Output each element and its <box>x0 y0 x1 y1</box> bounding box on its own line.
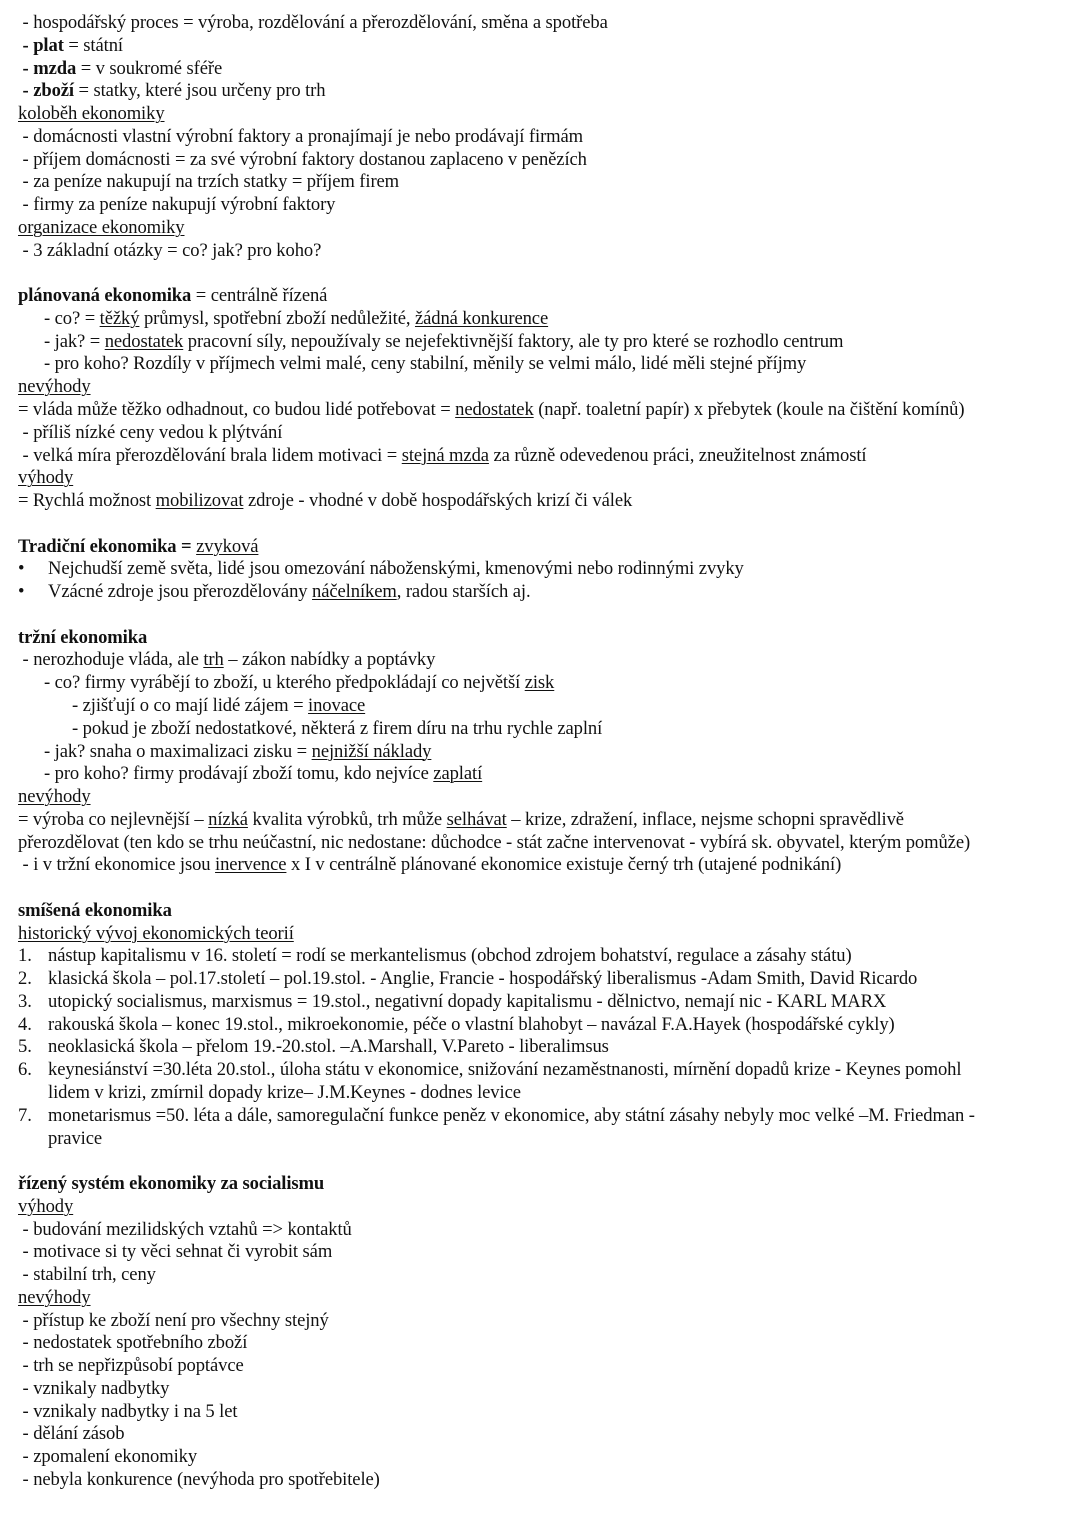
item-text: rakouská škola – konec 19.stol., mikroekonomie, péče o vlastní blahobyt – navázal F.A.Hayek (hospodářské cykly) <box>48 1013 895 1035</box>
numbered-item <box>18 991 1068 1014</box>
list-item-continuation: přerozdělovat (ten kdo se trhu neúčastní, nic nedostane: důchodce - stát začne intervenovat - vybírá sk. obyvatel, kterým pomůže) <box>18 831 971 853</box>
section-heading <box>18 467 1068 490</box>
title-text: plánovaná ekonomika <box>18 285 192 307</box>
text: - pro koho? firmy prodávají zboží tomu, kdo nejvíce <box>44 763 434 785</box>
item-text: monetarismus =50. léta a dále, samoregulační funkce peněz v ekonomice, aby státní zásahy nebyly moc velké –M. Friedman - <box>48 1104 975 1126</box>
title-text: smíšená ekonomika <box>18 899 172 921</box>
underlined-text: nedostatek <box>104 330 184 352</box>
term: - plat <box>18 34 64 56</box>
definition-mzda <box>18 58 1068 81</box>
text: = Rychlá možnost <box>18 490 156 512</box>
text: – krize, zdražení, inflace, nejsme schopni spravědlivě <box>506 808 904 830</box>
underlined-text: inervence <box>215 854 287 876</box>
text: - co? firmy vyrábějí to zboží, u kterého předpokládají co největší <box>44 672 525 694</box>
numbered-item <box>18 1036 1068 1059</box>
underlined-text: stejná mzda <box>401 444 489 466</box>
item-text: utopický socialismus, marxismus = 19.stol., negativní dopady kapitalismu - dělnictvo, nemají nic - KARL MARX <box>48 990 887 1012</box>
heading-text: výhody <box>18 467 74 489</box>
text: = výroba co nejlevnější – <box>18 808 209 830</box>
text: = vláda může těžko odhadnout, co budou lidé potřebovat = <box>18 399 456 421</box>
document <box>18 12 1068 1492</box>
term: - zboží <box>18 80 74 102</box>
heading-text: nevýhody <box>18 786 91 808</box>
list-item: - vznikaly nadbytky i na 5 let <box>18 1400 238 1422</box>
item-number: 6. <box>18 1059 32 1081</box>
list-item: - pro koho? Rozdíly v příjmech velmi malé, ceny stabilní, měnily se velmi málo, lidé měli stejné příjmy <box>44 353 807 375</box>
text: zdroje - vhodné v době hospodářských krizí či válek <box>243 490 633 512</box>
text: - jak? = <box>44 330 105 352</box>
list-item: - firmy za peníze nakupují výrobní faktory <box>18 194 336 216</box>
underlined-text: nejnižší náklady <box>311 740 432 762</box>
section-title <box>18 900 1068 923</box>
underlined-text: zvyková <box>196 535 259 557</box>
text: - nerozhoduje vláda, ale <box>18 649 204 671</box>
heading-text: výhody <box>18 1195 74 1217</box>
numbered-item <box>18 945 1068 968</box>
text: kvalita výrobků, trh může <box>247 808 447 830</box>
list-item <box>18 308 1068 331</box>
section-heading <box>18 1196 1068 1219</box>
numbered-item <box>18 1059 1068 1082</box>
list-item: - 3 základní otázky = co? jak? pro koho? <box>18 239 322 261</box>
section-heading <box>18 103 1068 126</box>
list-item <box>18 331 1068 354</box>
item-number: 2. <box>18 968 32 990</box>
heading-text: nevýhody <box>18 1286 91 1308</box>
item-text: klasická škola – pol.17.století – pol.19.stol. - Anglie, Francie - hospodářský liberalismus -Adam Smith, David Ricardo <box>48 968 918 990</box>
item-text: neoklasická škola – přelom 19.-20.stol. –A.Marshall, V.Pareto - liberalimsus <box>48 1036 609 1058</box>
list-item <box>18 809 1068 832</box>
underlined-text: nízká <box>208 808 248 830</box>
bullet-item <box>18 581 1068 604</box>
list-item <box>18 695 1068 718</box>
text: , radou starších aj. <box>396 581 531 603</box>
list-item <box>18 445 1068 468</box>
heading-text: koloběh ekonomiky <box>18 103 165 125</box>
text: - velká míra přerozdělování brala lidem motivaci = <box>18 444 402 466</box>
list-item: - příjem domácnosti = za své výrobní faktory dostanou zaplaceno v penězích <box>18 148 587 170</box>
section-heading <box>18 923 1068 946</box>
underlined-text: nedostatek <box>455 399 534 421</box>
definition-zbozi <box>18 80 1068 103</box>
text: Vzácné zdroje jsou přerozdělovány <box>48 581 313 603</box>
numbered-item <box>18 968 1068 991</box>
section-heading <box>18 1287 1068 1310</box>
underlined-text: žádná konkurence <box>414 307 549 329</box>
heading-text: nevýhody <box>18 376 91 398</box>
item-number: 5. <box>18 1036 32 1058</box>
text: za různě odevedenou práci, zneužitelnost známostí <box>488 444 867 466</box>
text: Nejchudší země světa, lidé jsou omezování náboženskými, kmenovými nebo rodinnými zvyky <box>48 558 744 580</box>
list-item: - stabilní trh, ceny <box>18 1264 156 1286</box>
definition: = státní <box>63 34 123 56</box>
definition: = statky, které jsou určeny pro trh <box>74 80 326 102</box>
list-item: - dělání zásob <box>18 1423 125 1445</box>
text: x I v centrálně plánované ekonomice existuje černý trh (utajené podnikání) <box>286 854 842 876</box>
item-number: 1. <box>18 945 32 967</box>
list-item <box>18 490 1068 513</box>
section-heading <box>18 786 1068 809</box>
list-item: - nedostatek spotřebního zboží <box>18 1332 248 1354</box>
item-text: nástup kapitalismu v 16. století = rodí se merkantelismus (obchod zdrojem bohatství, regulace a zásahy státu) <box>48 945 852 967</box>
list-item: - budování mezilidských vztahů => kontaktů <box>18 1218 352 1240</box>
list-item <box>18 741 1068 764</box>
bullet-icon: • <box>18 581 25 603</box>
underlined-text: selhávat <box>446 808 507 830</box>
definition-plat <box>18 35 1068 58</box>
heading-text: historický vývoj ekonomických teorií <box>18 922 294 944</box>
underlined-text: těžký <box>99 307 140 329</box>
section-title <box>18 1173 1068 1196</box>
text: průmysl, spotřební zboží nedůležité, <box>139 307 415 329</box>
text: - zjišťují o co mají lidé zájem = <box>72 694 309 716</box>
definition: = v soukromé sféře <box>76 57 223 79</box>
numbered-item <box>18 1014 1068 1037</box>
numbered-item-continuation: lidem v krizi, zmírnil dopady krize– J.M.Keynes - dodnes levice <box>48 1081 521 1103</box>
underlined-text: mobilizovat <box>155 490 244 512</box>
underlined-text: zaplatí <box>433 763 483 785</box>
list-item: - příliš nízké ceny vedou k plýtvání <box>18 421 283 443</box>
list-item: - vznikaly nadbytky <box>18 1377 170 1399</box>
item-number: 4. <box>18 1013 32 1035</box>
list-item: - nebyla konkurence (nevýhoda pro spotřebitele) <box>18 1469 380 1490</box>
item-number: 7. <box>18 1104 32 1126</box>
numbered-item-continuation: pravice <box>48 1127 103 1149</box>
list-item: - domácnosti vlastní výrobní faktory a pronajímají je nebo prodávají firmám <box>18 125 584 147</box>
section-title <box>18 536 1068 559</box>
list-item <box>18 672 1068 695</box>
title-rest: = centrálně řízená <box>191 285 328 307</box>
list-item <box>18 763 1068 786</box>
text: - i v tržní ekonomice jsou <box>18 854 216 876</box>
section-heading <box>18 217 1068 240</box>
section-heading <box>18 376 1068 399</box>
list-item <box>18 854 1068 877</box>
underlined-text: náčelníkem <box>312 581 397 603</box>
title-text: řízený systém ekonomiky za socialismu <box>18 1173 325 1195</box>
list-item: - za peníze nakupují na trzích statky = příjem firem <box>18 171 400 193</box>
title-text: tržní ekonomika <box>18 626 148 648</box>
list-item: - přístup ke zboží není pro všechny stejný <box>18 1309 329 1331</box>
list-item: - motivace si ty věci sehnat či vyrobit sám <box>18 1241 333 1263</box>
text: (např. toaletní papír) x přebytek (koule na čištění komínů) <box>533 399 965 421</box>
text: – zákon nabídky a poptávky <box>223 649 436 671</box>
bullet-item <box>18 558 1068 581</box>
section-title <box>18 627 1068 650</box>
underlined-text: inovace <box>308 694 366 716</box>
section-title <box>18 285 1068 308</box>
text: - co? = <box>44 307 100 329</box>
title-text: Tradiční ekonomika = <box>18 535 192 557</box>
numbered-item <box>18 1105 1068 1128</box>
text-line: - hospodářský proces = výroba, rozdělování a přerozdělování, směna a spotřeba <box>18 12 608 33</box>
item-text: keynesiánství =30.léta 20.stol., úloha státu v ekonomice, snižování nezaměstnanosti, mírnění dopadů krize - Keynes pomohl <box>48 1059 962 1081</box>
bullet-icon: • <box>18 558 25 580</box>
list-item: - zpomalení ekonomiky <box>18 1446 198 1468</box>
term: - mzda <box>18 57 77 79</box>
list-item <box>18 399 1068 422</box>
underlined-text: zisk <box>524 672 555 694</box>
list-item: - pokud je zboží nedostatkové, některá z firem díru na trhu rychle zaplní <box>72 717 603 739</box>
text: pracovní síly, nepoužívaly se nejefektivnější faktory, ale ty pro které se rozhodlo centrum <box>183 330 844 352</box>
item-number: 3. <box>18 990 32 1012</box>
text: - jak? snaha o maximalizaci zisku = <box>44 740 312 762</box>
list-item: - trh se nepřizpůsobí poptávce <box>18 1355 244 1377</box>
heading-text: organizace ekonomiky <box>18 216 185 238</box>
underlined-text: trh <box>203 649 224 671</box>
list-item <box>18 649 1068 672</box>
